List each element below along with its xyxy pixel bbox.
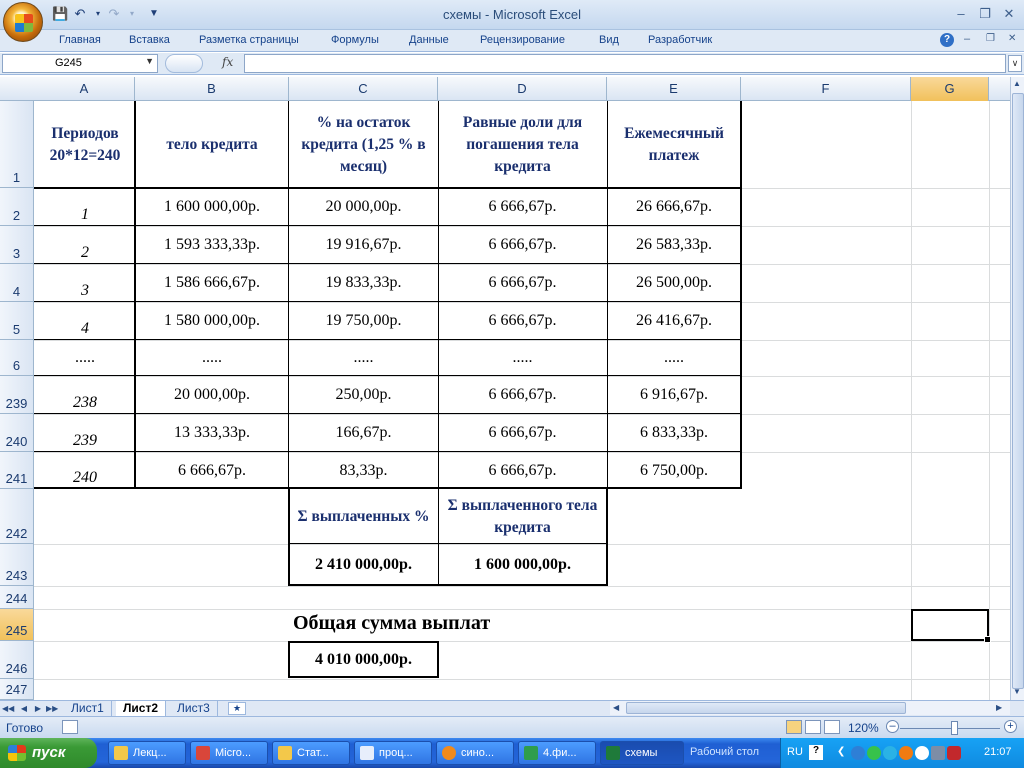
- total-label[interactable]: Общая сумма выплат: [293, 612, 491, 634]
- gridline: [34, 679, 1010, 680]
- first-sheet-icon[interactable]: ◀◀: [2, 704, 15, 713]
- table-cell[interactable]: 6 666,67р.: [488, 386, 557, 403]
- table-border: [134, 101, 136, 489]
- row-header[interactable]: 2: [0, 188, 34, 226]
- tab-developer[interactable]: Разработчик: [648, 34, 713, 46]
- name-box-dropdown-icon[interactable]: ▼: [145, 56, 154, 66]
- document-icon: [360, 746, 374, 760]
- folder-icon: [278, 746, 292, 760]
- tray-arrow-icon[interactable]: ❮: [837, 746, 846, 757]
- office-logo-icon: [15, 14, 33, 32]
- total-value[interactable]: 4 010 000,00р.: [288, 641, 439, 678]
- macro-record-icon[interactable]: [62, 720, 78, 734]
- summary-border: [288, 543, 608, 544]
- table-cell[interactable]: 2: [81, 244, 89, 261]
- help-icon[interactable]: ?: [940, 33, 954, 47]
- sum-body-label[interactable]: Σ выплаченного тела кредита: [447, 496, 598, 536]
- undo-icon[interactable]: ↶: [74, 6, 86, 21]
- table-border: [34, 263, 742, 264]
- sheet-tab-2[interactable]: Лист2: [116, 701, 166, 716]
- page-break-view-icon[interactable]: [824, 720, 840, 734]
- table-border: [34, 413, 742, 414]
- tab-review[interactable]: Рецензирование: [480, 34, 565, 46]
- tab-data[interactable]: Данные: [409, 34, 449, 46]
- formula-input[interactable]: [244, 54, 1006, 73]
- row-header[interactable]: 242: [0, 489, 34, 544]
- table-cell[interactable]: 238: [73, 394, 97, 411]
- table-cell[interactable]: .....: [202, 349, 222, 366]
- table-cell[interactable]: 6 916,67р.: [640, 386, 708, 403]
- column-headers: [0, 77, 1010, 101]
- insert-sheet-icon[interactable]: ★: [228, 702, 246, 715]
- table-cell[interactable]: 13 333,33р.: [174, 424, 250, 441]
- formula-bar: [0, 53, 1024, 75]
- device-icon[interactable]: [915, 746, 929, 760]
- table-cell[interactable]: 250,00р.: [335, 386, 392, 403]
- taskbar: [0, 738, 1024, 768]
- column-header[interactable]: D: [438, 77, 607, 101]
- skype-icon[interactable]: [883, 746, 897, 760]
- table-cell[interactable]: .....: [512, 349, 533, 366]
- table-cell[interactable]: 1 600 000,00р.: [164, 198, 260, 215]
- browser-icon: [442, 746, 456, 760]
- column-header[interactable]: G: [911, 77, 989, 101]
- column-header[interactable]: E: [607, 77, 741, 101]
- column-header[interactable]: F: [741, 77, 911, 101]
- table-cell[interactable]: 6 666,67р.: [488, 274, 557, 291]
- taskbar-item[interactable]: Лекц...: [108, 741, 186, 765]
- table-cell[interactable]: 6 750,00р.: [640, 461, 708, 479]
- prev-sheet-icon[interactable]: ◀: [20, 704, 28, 713]
- row-header[interactable]: 6: [0, 340, 34, 376]
- table-cell[interactable]: 20 000,00р.: [174, 386, 250, 403]
- taskbar-item-active[interactable]: схемы: [600, 741, 684, 765]
- table-cell[interactable]: 26 666,67р.: [636, 198, 712, 215]
- table-border: [34, 301, 742, 302]
- help-tray-icon[interactable]: ?: [809, 745, 823, 760]
- scroll-down-icon[interactable]: ▼: [1013, 687, 1021, 696]
- normal-view-icon[interactable]: [786, 720, 802, 734]
- status-text: Готово: [6, 721, 44, 735]
- table-cell[interactable]: 6 666,67р.: [488, 424, 557, 441]
- excel-icon: [606, 746, 620, 760]
- windows-logo-icon: [8, 745, 26, 761]
- table-header-cell[interactable]: Ежемесячный платеж: [624, 124, 724, 164]
- zoom-level[interactable]: 120%: [848, 721, 879, 735]
- sheet-tab-3[interactable]: Лист3: [170, 701, 218, 716]
- table-cell[interactable]: 3: [81, 282, 89, 299]
- scroll-right-icon[interactable]: ▶: [996, 703, 1003, 712]
- summary-border: [438, 489, 439, 586]
- table-cell[interactable]: 6 666,67р.: [178, 461, 246, 479]
- table-border: [34, 225, 742, 226]
- row-header[interactable]: 247: [0, 679, 34, 700]
- table-border: [740, 101, 742, 489]
- chat-icon[interactable]: [867, 746, 881, 760]
- table-cell[interactable]: 166,67р.: [335, 424, 392, 441]
- row-header[interactable]: 5: [0, 302, 34, 340]
- minimize-icon[interactable]: –: [957, 6, 965, 21]
- table-border: [34, 187, 742, 189]
- table-cell[interactable]: 26 500,00р.: [636, 274, 712, 291]
- row-header[interactable]: 239: [0, 376, 34, 414]
- summary-border: [288, 489, 290, 586]
- table-cell[interactable]: 239: [73, 432, 97, 449]
- row-header[interactable]: 245: [0, 609, 34, 641]
- next-sheet-icon[interactable]: ▶: [34, 704, 42, 713]
- language-indicator[interactable]: RU: [787, 746, 803, 758]
- zoom-track[interactable]: [900, 728, 1000, 729]
- row-header[interactable]: 4: [0, 264, 34, 302]
- formula-buttons: [162, 54, 242, 73]
- zoom-slider[interactable]: [951, 721, 958, 735]
- vertical-scroll-thumb[interactable]: [1012, 93, 1024, 689]
- system-tray: [780, 738, 1024, 768]
- tab-formulas[interactable]: Формулы: [331, 34, 379, 46]
- start-button[interactable]: пуск: [0, 738, 97, 768]
- title-bar: [0, 0, 1024, 30]
- sum-body-value[interactable]: 1 600 000,00р.: [474, 555, 571, 573]
- office-button[interactable]: [3, 2, 43, 42]
- table-cell[interactable]: 6 666,67р.: [488, 198, 557, 215]
- table-border: [34, 375, 742, 376]
- table-border: [34, 451, 742, 452]
- row-header[interactable]: 243: [0, 544, 34, 586]
- summary-border: [606, 489, 608, 586]
- tab-page-layout[interactable]: Разметка страницы: [199, 34, 299, 46]
- table-header-cell[interactable]: тело кредита: [166, 135, 258, 153]
- sum-interest-label[interactable]: Σ выплаченных %: [297, 507, 430, 525]
- scroll-up-icon[interactable]: ▲: [1013, 79, 1021, 88]
- vertical-scrollbar[interactable]: [1010, 77, 1024, 700]
- table-cell[interactable]: 1 580 000,00р.: [164, 312, 260, 329]
- redo-dropdown-icon[interactable]: ▾: [129, 9, 134, 18]
- table-cell[interactable]: 19 833,33р.: [325, 274, 402, 291]
- update-icon[interactable]: [899, 746, 913, 760]
- folder-icon: [114, 746, 128, 760]
- taskbar-item[interactable]: сино...: [436, 741, 514, 765]
- gridline: [989, 101, 990, 700]
- table-border: [288, 101, 289, 489]
- row-header[interactable]: 244: [0, 586, 34, 609]
- table-cell[interactable]: 6 666,67р.: [488, 236, 557, 253]
- table-border: [438, 101, 439, 489]
- row-header[interactable]: 246: [0, 641, 34, 679]
- volume-icon[interactable]: [931, 746, 945, 760]
- table-cell[interactable]: 4: [81, 320, 89, 337]
- workbook-close-icon[interactable]: ✕: [1008, 33, 1017, 44]
- table-header-cell[interactable]: % на остаток кредита (1,25 % в месяц): [301, 113, 426, 175]
- table-cell[interactable]: 240: [73, 469, 97, 486]
- table-border: [34, 339, 742, 340]
- table-cell[interactable]: 19 750,00р.: [325, 312, 402, 329]
- tab-home[interactable]: Главная: [59, 34, 101, 46]
- word-icon: [524, 746, 538, 760]
- table-cell[interactable]: 26 416,67р.: [636, 312, 712, 329]
- taskbar-item[interactable]: 4.фи...: [518, 741, 596, 765]
- ribbon-minimize-icon[interactable]: –: [964, 33, 971, 45]
- tab-view[interactable]: Вид: [599, 34, 619, 46]
- insert-function-button[interactable]: fx: [222, 55, 234, 69]
- desktop-toolbar[interactable]: Рабочий стол: [690, 746, 760, 758]
- row-header[interactable]: 3: [0, 226, 34, 264]
- taskbar-item[interactable]: Стат...: [272, 741, 350, 765]
- gridline: [34, 641, 1010, 642]
- table-cell[interactable]: 1 586 666,67р.: [164, 274, 260, 291]
- table-cell[interactable]: .....: [353, 349, 374, 366]
- security-icon[interactable]: [947, 746, 961, 760]
- sheet-tab-1[interactable]: Лист1: [64, 701, 112, 716]
- close-icon[interactable]: ✕: [1003, 6, 1015, 21]
- taskbar-item[interactable]: проц...: [354, 741, 432, 765]
- tab-insert[interactable]: Вставка: [129, 34, 170, 46]
- zoom-out-icon[interactable]: –: [886, 720, 899, 733]
- gridline: [34, 586, 1010, 587]
- column-header[interactable]: C: [289, 77, 438, 101]
- table-cell[interactable]: 6 666,67р.: [488, 312, 557, 329]
- table-cell[interactable]: 20 000,00р.: [325, 198, 402, 215]
- restore-icon[interactable]: ❐: [979, 6, 991, 21]
- status-bar: [0, 716, 1024, 738]
- table-cell[interactable]: 6 666,67р.: [488, 461, 557, 479]
- row-header[interactable]: 240: [0, 414, 34, 452]
- formula-cancel-enter: [165, 54, 203, 73]
- table-cell[interactable]: 6 833,33р.: [640, 424, 708, 441]
- horizontal-scrollbar[interactable]: [610, 701, 1010, 715]
- summary-border: [288, 584, 608, 586]
- horizontal-scroll-thumb[interactable]: [626, 702, 906, 714]
- page-layout-view-icon[interactable]: [805, 720, 821, 734]
- table-cell[interactable]: .....: [664, 349, 684, 366]
- table-cell[interactable]: 26 583,33р.: [636, 236, 712, 253]
- table-border: [607, 101, 608, 489]
- scroll-left-icon[interactable]: ◀: [613, 703, 620, 712]
- last-sheet-icon[interactable]: ▶▶: [46, 704, 59, 713]
- network-icon[interactable]: [851, 746, 865, 760]
- table-header-cell[interactable]: Равные доли для погашения тела кредита: [462, 113, 583, 175]
- name-box-value: G245: [55, 57, 82, 69]
- table-cell[interactable]: 19 916,67р.: [325, 236, 402, 253]
- formula-bar-expand-icon[interactable]: ∨: [1008, 55, 1022, 72]
- gridline: [34, 609, 1010, 610]
- save-icon[interactable]: 💾: [52, 6, 69, 21]
- window-title: схемы - Microsoft Excel: [442, 7, 582, 22]
- table-cell[interactable]: 1 593 333,33р.: [164, 236, 260, 253]
- zoom-in-icon[interactable]: +: [1004, 720, 1017, 733]
- column-header[interactable]: B: [135, 77, 289, 101]
- undo-dropdown-icon[interactable]: ▾: [95, 9, 100, 18]
- active-cell[interactable]: [911, 609, 989, 641]
- sum-interest-value[interactable]: 2 410 000,00р.: [315, 555, 412, 573]
- table-cell[interactable]: 1: [81, 206, 89, 223]
- app-icon: [196, 746, 210, 760]
- row-header[interactable]: 1: [0, 101, 34, 188]
- table-header-cell[interactable]: Периодов 20*12=240: [49, 124, 121, 164]
- taskbar-item[interactable]: Micro...: [190, 741, 268, 765]
- redo-icon[interactable]: ↷: [108, 6, 120, 21]
- row-header[interactable]: 241: [0, 452, 34, 489]
- customize-qat-icon[interactable]: ▼: [149, 8, 159, 19]
- table-cell[interactable]: 83,33р.: [339, 461, 388, 479]
- ribbon-tabs: [0, 30, 1024, 52]
- column-header[interactable]: A: [34, 77, 135, 101]
- clock[interactable]: 21:07: [984, 746, 1012, 758]
- table-cell[interactable]: .....: [75, 349, 95, 366]
- ribbon-restore-icon[interactable]: ❐: [986, 33, 995, 44]
- name-box[interactable]: [2, 54, 158, 73]
